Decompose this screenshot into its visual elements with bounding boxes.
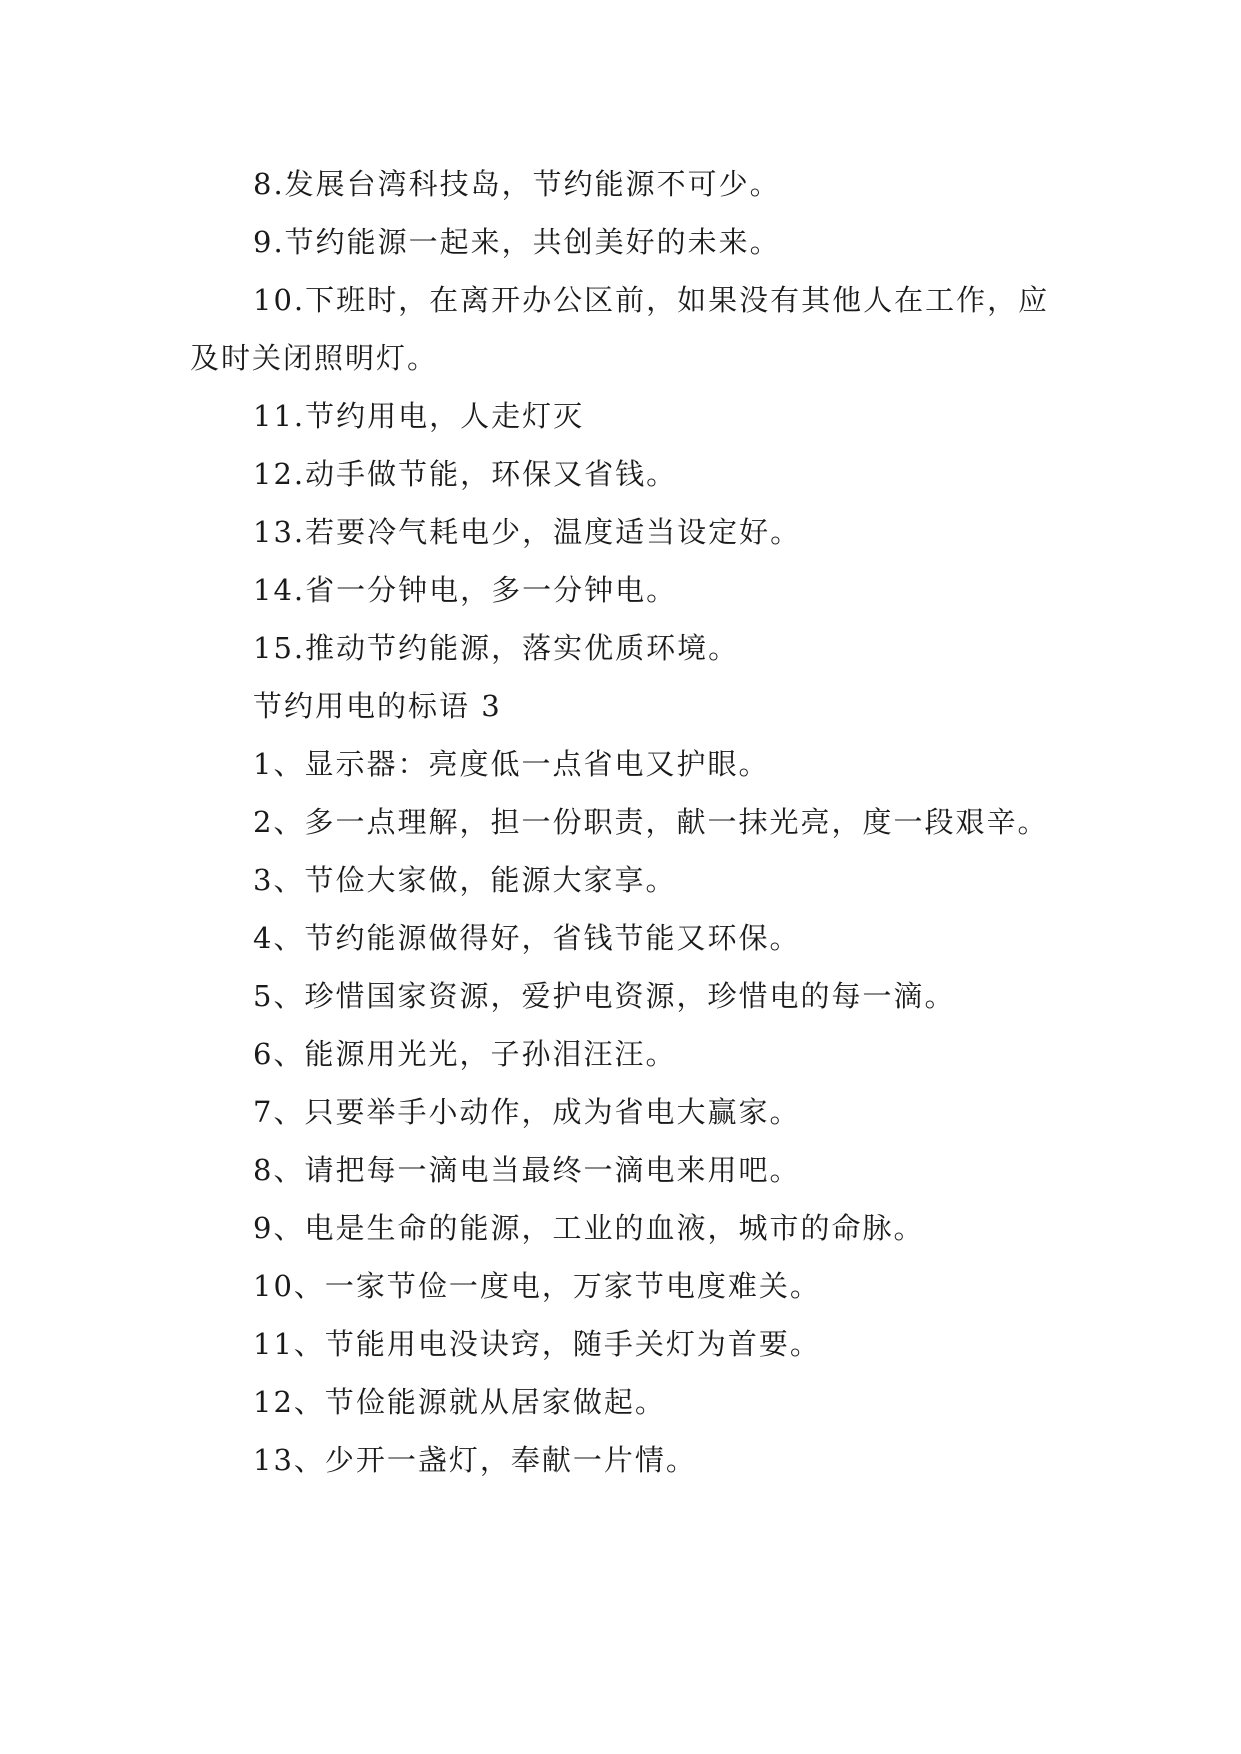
paragraph-item-4: 4、节约能源做得好，省钱节能又环保。 <box>253 921 801 955</box>
paragraph-item-6: 6、能源用光光，子孙泪汪汪。 <box>253 1037 677 1071</box>
paragraph-slogan-15: 15.推动节约能源，落实优质环境。 <box>253 631 740 665</box>
document-body <box>190 155 1070 1489</box>
paragraph-slogan-11: 11.节约用电，人走灯灭 <box>253 399 585 433</box>
paragraph-item-8: 8、请把每一滴电当最终一滴电来用吧。 <box>253 1153 801 1187</box>
paragraph-slogan-8: 8.发展台湾科技岛，节约能源不可少。 <box>253 167 781 201</box>
paragraph-slogan-12: 12.动手做节能，环保又省钱。 <box>253 457 678 491</box>
paragraph-item-9: 9、电是生命的能源，工业的血液，城市的命脉。 <box>253 1211 925 1245</box>
paragraph-item-7: 7、只要举手小动作，成为省电大赢家。 <box>253 1095 801 1129</box>
paragraph-slogan-9: 9.节约能源一起来，共创美好的未来。 <box>253 225 781 259</box>
paragraph-slogan-13: 13.若要冷气耗电少，温度适当设定好。 <box>253 515 802 549</box>
paragraph-item-10: 10、一家节俭一度电，万家节电度难关。 <box>253 1269 821 1303</box>
paragraph-slogan-14: 14.省一分钟电，多一分钟电。 <box>253 573 678 607</box>
paragraph-item-2: 2、多一点理解，担一份职责，献一抹光亮，度一段艰辛。 <box>253 805 1049 839</box>
paragraph-item-5: 5、珍惜国家资源，爱护电资源，珍惜电的每一滴。 <box>253 979 956 1013</box>
paragraph-item-11: 11、节能用电没诀窍，随手关灯为首要。 <box>253 1327 821 1361</box>
paragraph-item-1: 1、显示器：亮度低一点省电又护眼。 <box>253 747 770 781</box>
paragraph-item-3: 3、节俭大家做，能源大家享。 <box>253 863 677 897</box>
section-heading: 节约用电的标语 3 <box>253 689 502 723</box>
paragraph-item-13: 13、少开一盏灯，奉献一片情。 <box>253 1443 697 1477</box>
paragraph-slogan-10: 10.下班时，在离开办公区前，如果没有其他人在工作，应及时关闭照明灯。 <box>190 283 1050 375</box>
paragraph-item-12: 12、节俭能源就从居家做起。 <box>253 1385 666 1419</box>
